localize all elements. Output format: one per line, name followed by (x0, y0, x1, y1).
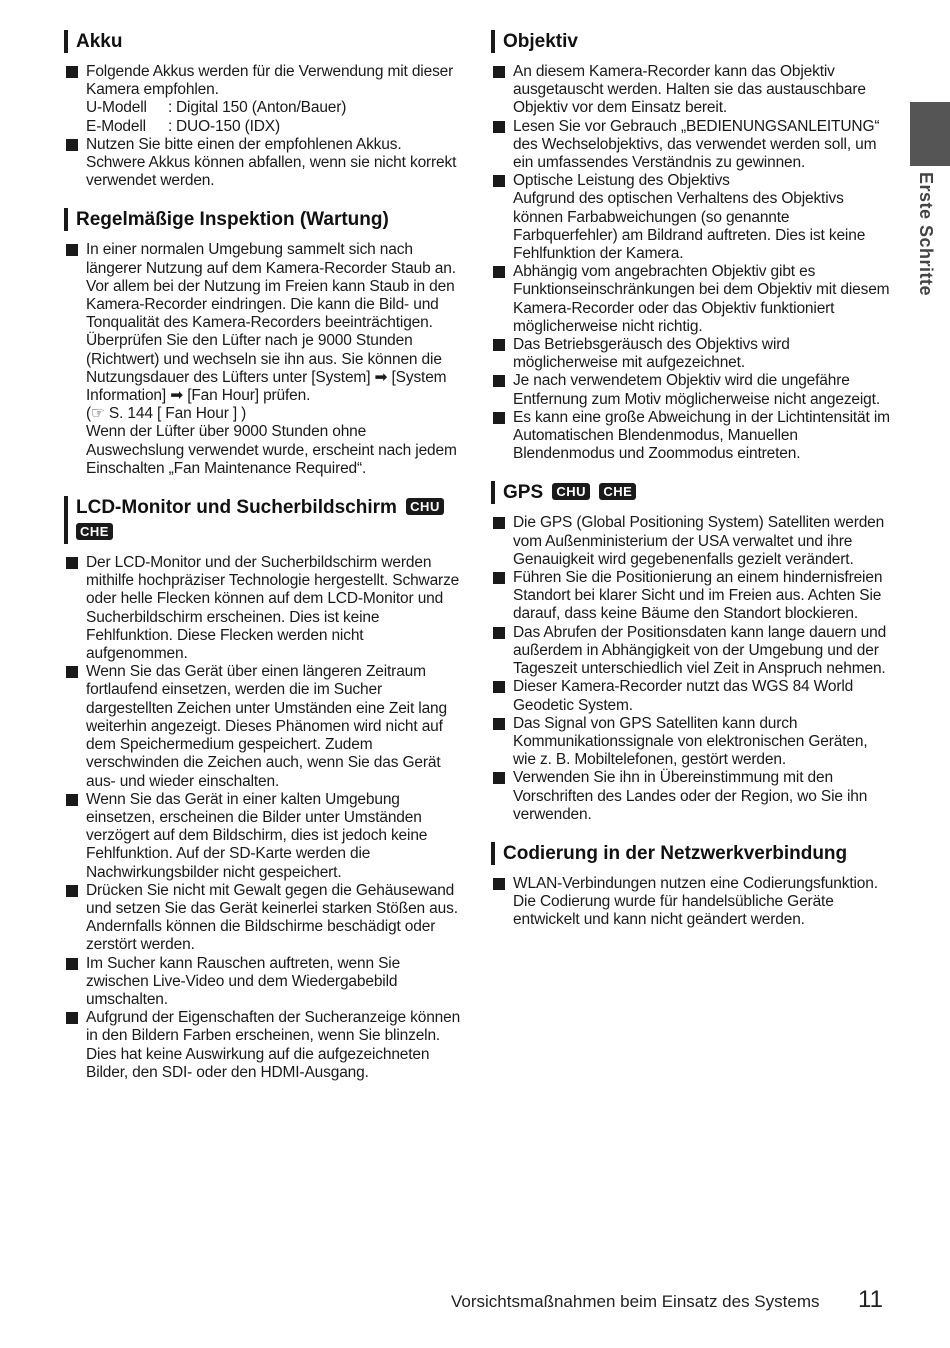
list-item: Wenn Sie das Gerät in einer kalten Umgebung einsetzen, erscheinen die Bilder unter Umständen verzögert auf dem Bildschirm, dies ist jedoch keine Fehlfunktion. Auf der SD-Karte werden die Nachwirkungsbilder nicht gespeichert. (64, 791, 464, 882)
list-item: Abhängig vom angebrachten Objektiv gibt es Funktionseinschränkungen bei dem Objektiv mit diesem Kamera-Recorder oder das Objektiv funktioniert möglicherweise nicht richtig. (491, 263, 891, 336)
list-item: Aufgrund der Eigenschaften der Sucheranzeige können in den Bildern Farben erscheinen, wenn Sie blinzeln. Dies hat keine Auswirkung auf die aufgezeichneten Bilder, den SDI- oder den HDMI-Ausgang. (64, 1009, 464, 1082)
list-item: Verwenden Sie ihn in Übereinstimmung mit den Vorschriften des Landes oder der Region, wo Sie ihn verwenden. (491, 769, 891, 824)
list-item: Je nach verwendetem Objektiv wird die ungefähre Entfernung zum Motiv möglicherweise nicht angezeigt. (491, 372, 891, 408)
list-item (491, 875, 891, 930)
bullet-list (491, 514, 891, 823)
section-codierung (491, 842, 891, 930)
list-item: Das Betriebsgeräusch des Objektivs wird möglicherweise mit aufgezeichnet. (491, 336, 891, 372)
paragraph: Wenn der Lüfter über 9000 Stunden ohne Auswechslung verwendet wurde, erscheint nach jedem Einschalten „Fan Maintenance Required“. (86, 423, 457, 477)
list-item (64, 241, 464, 478)
bullet-list (64, 63, 464, 190)
paragraph: WLAN-Verbindungen nutzen eine Codierungsfunktion. (513, 874, 878, 892)
left-column (64, 30, 464, 1100)
model-separator: : (168, 99, 173, 117)
page-number: 11 (858, 1286, 883, 1313)
heading-text: GPS (503, 482, 544, 504)
list-item: An diesem Kamera-Recorder kann das Objektiv ausgetauscht werden. Halten sie das austauschbare Objektiv vor dem Einsatz bereit. (491, 63, 891, 118)
model-value: DUO-150 (IDX) (176, 117, 280, 135)
model-badge-chu: CHU (406, 498, 444, 515)
paragraph: Folgende Akkus werden für die Verwendung mit dieser Kamera empfohlen. (86, 63, 454, 99)
section-heading-gps (491, 481, 891, 504)
paragraph: Die Codierung wurde für handelsübliche Geräte entwickelt und kann nicht geändert werden. (513, 893, 834, 929)
list-item: Das Signal von GPS Satelliten kann durch Kommunikationssignale von elektronischen Geräten, wie z. B. Mobiltelefonen, gestört werden. (491, 715, 891, 770)
model-name: E-Modell (86, 117, 146, 135)
reference-link[interactable]: (☞ S. 144 [ Fan Hour ] ) (86, 405, 247, 423)
section-heading-lcd (64, 496, 464, 544)
section-heading-codierung: Codierung in der Netzwerkverbindung (491, 842, 891, 865)
bullet-list (64, 554, 464, 1082)
paragraph: In einer normalen Umgebung sammelt sich nach längerer Nutzung auf dem Kamera-Recorder Staub an. Vor allem bei der Nutzung im Freien kann Staub in den Kamera-Recorder eindringen. Die kann die Bild- und Tonqualität des Kamera-Recorders beeinträchtigen. Überprüfen Sie den Lüfter nach je 9000 Stunden (Richtwert) und wechseln sie ihn aus. Sie können die Nutzungsdauer des Lüfters unter [System] ➡ [System Information] ➡ [Fan Hour] prüfen. (86, 241, 456, 405)
model-badge-chu: CHU (552, 483, 590, 500)
section-akku (64, 30, 464, 190)
battery-model-row (86, 99, 464, 117)
section-heading-akku: Akku (64, 30, 464, 53)
bullet-list (64, 241, 464, 478)
chapter-tab-label: Erste Schritte (916, 172, 936, 297)
heading-text: LCD-Monitor und Sucherbildschirm (76, 497, 397, 519)
bullet-list (491, 875, 891, 930)
list-item: Die GPS (Global Positioning System) Satelliten werden vom Außenministerium der USA verwaltet und ihre Genauigkeit wird gegebenenfalls gezielt verändert. (491, 514, 891, 569)
list-item: Wenn Sie das Gerät über einen längeren Zeitraum fortlaufend einsetzen, werden die im Sucher dargestellten Zeichen unter Umständen eine Zeit lang weiterhin angezeigt. Dieses Phänomen wird nicht auf dem Speichermedium gespeichert. Zudem verschwinden die Zeichen auch, wenn Sie das Gerät aus- und wieder einschalten. (64, 663, 464, 790)
battery-model-row (86, 118, 464, 136)
list-item: Im Sucher kann Rauschen auftreten, wenn Sie zwischen Live-Video und dem Wiedergabebild umschalten. (64, 955, 464, 1010)
right-column (491, 30, 891, 948)
list-item (64, 63, 464, 136)
list-item: Es kann eine große Abweichung in der Lichtintensität im Automatischen Blendenmodus, Manuellen Blendenmodus und Zoommodus eintreten. (491, 409, 891, 464)
section-heading-inspektion: Regelmäßige Inspektion (Wartung) (64, 208, 464, 231)
section-objektiv (491, 30, 891, 463)
bullet-list (491, 63, 891, 463)
section-inspektion (64, 208, 464, 478)
section-gps (491, 481, 891, 823)
model-value: Digital 150 (Anton/Bauer) (176, 99, 347, 117)
list-item (491, 172, 891, 263)
model-name: U-Modell (86, 99, 147, 117)
list-item: Lesen Sie vor Gebrauch „BEDIENUNGSANLEITUNG“ des Wechselobjektivs, das verwendet werden soll, um ein umfassendes Verständnis zu gewinnen. (491, 118, 891, 173)
section-heading-objektiv: Objektiv (491, 30, 891, 53)
list-item: Führen Sie die Positionierung an einem hindernisfreien Standort bei klarer Sicht und im Freien aus. Achten Sie darauf, dass keine Bäume den Standort blockieren. (491, 569, 891, 624)
list-item: Der LCD-Monitor und der Sucherbildschirm werden mithilfe hochpräziser Technologie hergestellt. Schwarze oder helle Flecken können auf dem LCD-Monitor und Sucherbildschirm erscheinen. Dies ist keine Fehlfunktion. Diese Flecken werden nicht aufgenommen. (64, 554, 464, 663)
list-item: Dieser Kamera-Recorder nutzt das WGS 84 World Geodetic System. (491, 678, 891, 714)
list-item: Das Abrufen der Positionsdaten kann lange dauern und außerdem in Abhängigkeit von der Umgebung und der Tageszeit unterschiedlich viel Zeit in Anspruch nehmen. (491, 624, 891, 679)
model-badge-che: CHE (599, 483, 636, 500)
paragraph: Aufgrund des optischen Verhaltens des Objektivs können Farbabweichungen (so genannte Farbquerfehler) am Bildrand auftreten. Dies ist keine Fehlfunktion der Kamera. (513, 190, 866, 263)
section-lcd (64, 496, 464, 1082)
list-item: Drücken Sie nicht mit Gewalt gegen die Gehäusewand und setzen Sie das Gerät keinerlei starken Stößen aus. Andernfalls können die Bildschirme beschädigt oder zerstört werden. (64, 882, 464, 955)
model-separator: : (168, 117, 173, 135)
chapter-tab-marker (910, 102, 950, 166)
list-item: Nutzen Sie bitte einen der empfohlenen Akkus. Schwere Akkus können abfallen, wenn sie nicht korrekt verwendet werden. (64, 136, 464, 191)
paragraph: Optische Leistung des Objektivs (513, 172, 730, 190)
footer-title: Vorsichtsmaßnahmen beim Einsatz des Systems (451, 1292, 820, 1311)
model-badge-che: CHE (76, 523, 113, 540)
